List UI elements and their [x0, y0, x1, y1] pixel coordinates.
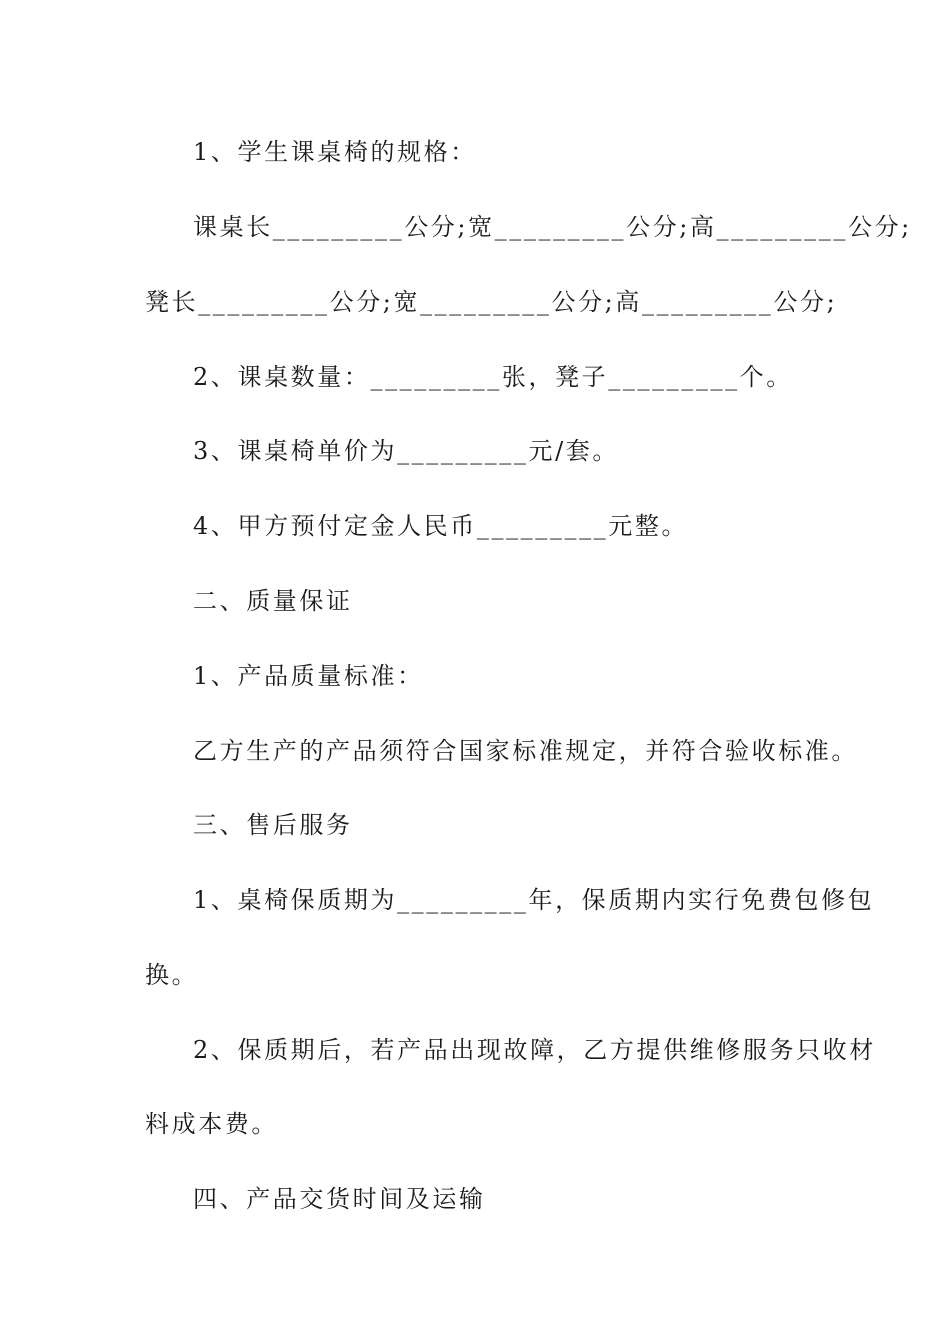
desk-dimensions: 课桌长_________公分;宽_________公分;高_________公分;: [193, 213, 912, 241]
spec-heading: 1、学生课桌椅的规格：: [193, 138, 477, 166]
post-warranty-line2: 料成本费。: [145, 1110, 278, 1138]
stool-dimensions: 凳长_________公分;宽_________公分;高_________公分;: [145, 288, 838, 316]
warranty-period-line2: 换。: [145, 961, 199, 989]
desk-quantity: 2、课桌数量：_________张，凳子_________个。: [193, 363, 793, 391]
quality-standard-heading: 1、产品质量标准：: [193, 662, 424, 690]
quality-standard-text: 乙方生产的产品须符合国家标准规定，并符合验收标准。: [193, 737, 858, 765]
unit-price: 3、课桌椅单价为_________元/套。: [193, 437, 619, 465]
section-delivery-heading: 四、产品交货时间及运输: [193, 1185, 486, 1213]
deposit: 4、甲方预付定金人民币_________元整。: [193, 512, 689, 540]
warranty-period-line1: 1、桌椅保质期为_________年，保质期内实行免费包修包: [193, 886, 875, 914]
section-after-sales-heading: 三、售后服务: [193, 811, 353, 839]
section-quality-heading: 二、质量保证: [193, 587, 353, 615]
post-warranty-line1: 2、保质期后，若产品出现故障，乙方提供维修服务只收材: [193, 1036, 876, 1064]
